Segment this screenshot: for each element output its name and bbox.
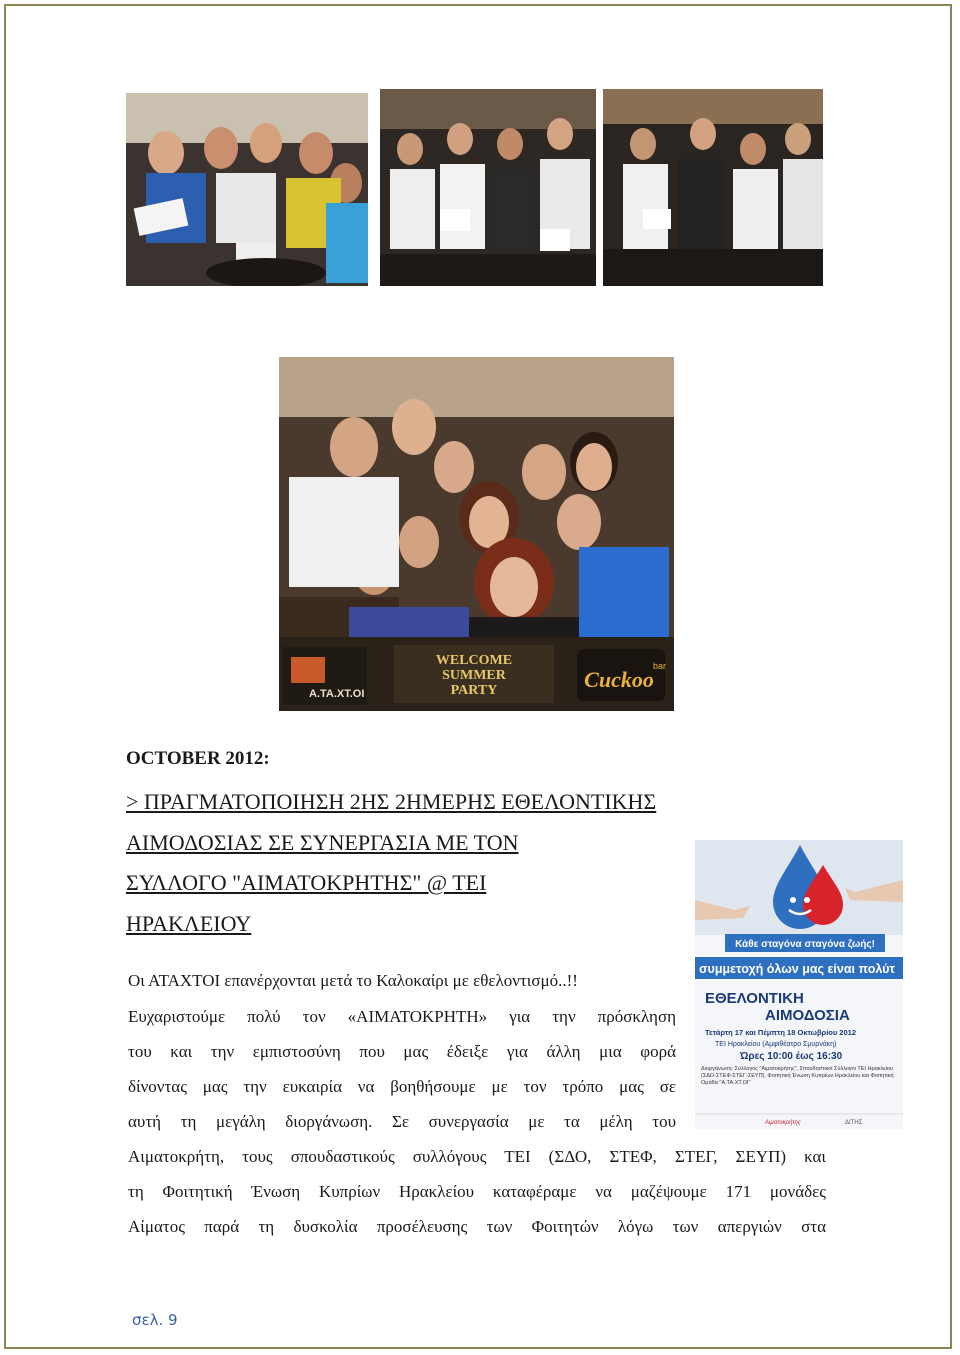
poster-subtitle: συμμετοχή όλων μας είναι πολύτ xyxy=(699,962,895,976)
body-line: αυτή τη μεγάλη διοργάνωση. Σε συνεργασία με τα μέλη του xyxy=(128,1112,676,1131)
cuckoo-bar-sub: bar xyxy=(653,661,667,671)
event-photo-group-2 xyxy=(380,89,596,286)
party-banner-line-3: PARTY xyxy=(450,683,498,698)
poster-place: ΤΕΙ Ηρακλείου (Αμφιθέατρο Σμυρνάκη) xyxy=(715,1041,837,1048)
section-title-line: ΑΙΜΟΔΟΣΙΑΣ ΣΕ ΣΥΝΕΡΓΑΣΙΑ ΜΕ ΤΟΝ xyxy=(126,829,519,855)
event-photo-group-3 xyxy=(603,89,823,286)
body-line: δίνοντας μας την ευκαιρία να βοηθήσουμε με τον τρόπο μας σε xyxy=(128,1077,676,1096)
poster-hours: Ώρες 10:00 έως 16:30 xyxy=(740,1051,843,1062)
section-title-line: ΗΡΑΚΛΕΙΟΥ xyxy=(126,910,252,936)
section-title-line: ΣΥΛΛΟΓΟ "ΑΙΜΑΤΟΚΡΗΤΗΣ" @ ΤΕΙ xyxy=(126,870,487,895)
poster-organizers: Διοργάνωση: Σύλλογος "Αιματοκρήτης", Σπουδαστικοί Σύλλογοι ΤΕΙ Ηρακλείου (ΣΔΟ-ΣΤΕΦ-ΣΤΕΓ-ΣΕΥΠ), Φοιτητική Ένωση Κυπρίων Ηρακλείου και Φοιτητική Ομάδα "Α.ΤΑ.ΧΤ.ΟΙ" xyxy=(701,1066,894,1086)
party-banner-line-2: SUMMER xyxy=(442,668,506,683)
body-line: Ευχαριστούμε πολύ τον «ΑΙΜΑΤΟΚΡΗΤΗ» για την πρόσκληση xyxy=(128,1007,676,1026)
poster-slogan: Κάθε σταγόνα σταγόνα ζωής! xyxy=(735,939,875,950)
event-photo-group-1 xyxy=(126,93,368,286)
body-line: Αιματοκρήτη, τους σπουδαστικούς συλλόγους ΤΕΙ (ΣΔΟ, ΣΤΕΦ, ΣΤΕΓ, ΣΕΥΠ) και xyxy=(128,1147,826,1166)
party-banner-line-1: WELCOME xyxy=(435,653,513,668)
section-title-line: > ΠΡΑΓΜΑΤΟΠΟΙΗΣΗ 2ΗΣ 2ΗΜΕΡΗΣ ΕΘΕΛΟΝΤΙΚΗΣ xyxy=(126,789,657,814)
poster-title-line-2: ΑΙΜΟΔΟΣΙΑ xyxy=(765,1007,850,1024)
body-line: τη Φοιτητική Ένωση Κυπρίων Ηρακλείου καταφέραμε να μαζέψουμε 171 μονάδες xyxy=(128,1182,826,1201)
cuckoo-bar-logo: Cuckoo xyxy=(584,667,654,692)
body-line: του και την εμπιστοσύνη που μας έδειξε για άλλη μια φορά xyxy=(128,1042,676,1061)
poster-dates: Τετάρτη 17 και Πέμπτη 18 Οκτωβρίου 2012 xyxy=(705,1028,856,1037)
body-line: Οι ΑΤΑΧΤΟΙ επανέρχονται μετά το Καλοκαίρι με εθελοντισμό..!! xyxy=(128,971,578,990)
poster-footer-left: Αιματοκρήτης xyxy=(765,1120,801,1126)
section-title xyxy=(126,782,766,944)
blood-donation-poster xyxy=(695,840,903,1129)
date-heading: OCTOBER 2012: xyxy=(126,748,270,769)
page-number: σελ. 9 xyxy=(132,1311,178,1329)
welcome-summer-party-photo xyxy=(279,357,674,711)
poster-title-line-1: ΕΘΕΛΟΝΤΙΚΗ xyxy=(705,990,804,1007)
body-line: Αίματος παρά τη δυσκολία προσέλευσης των Φοιτητών λόγω των απεργιών στα xyxy=(128,1217,826,1236)
ataxtoi-logo-text: Α.ΤΑ.ΧΤ.ΟΙ xyxy=(309,688,365,700)
poster-footer-right: ΔΙΤΗΣ xyxy=(845,1120,863,1126)
